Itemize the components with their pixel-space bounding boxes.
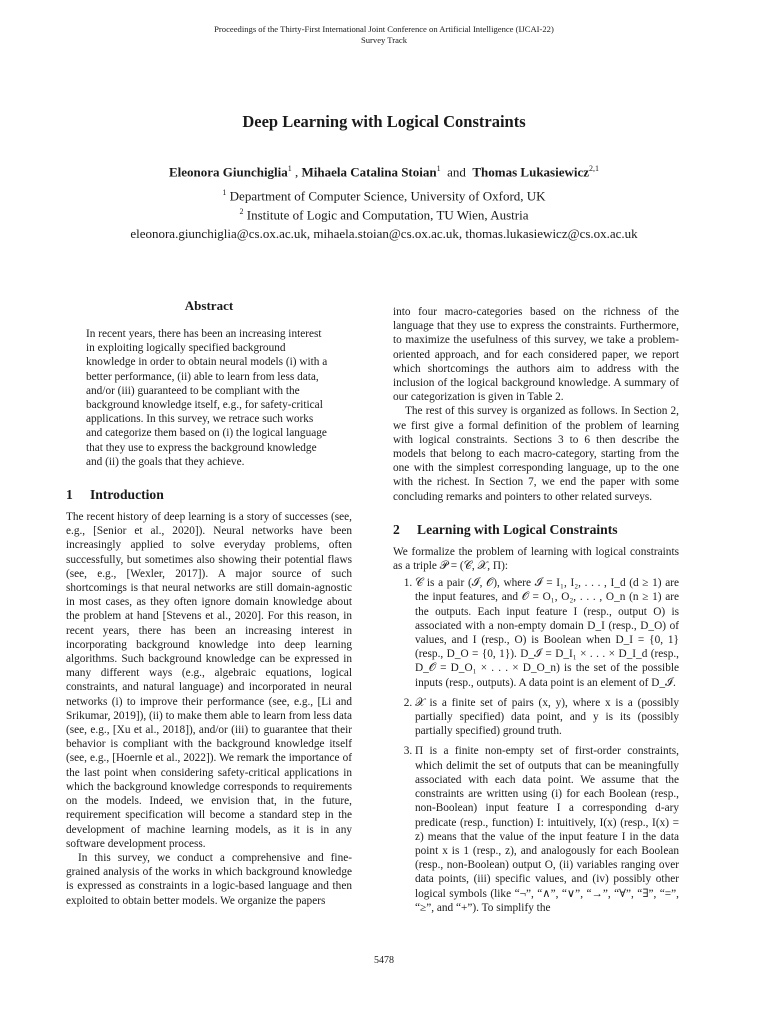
author-and: and bbox=[447, 164, 466, 180]
header-line-2: Survey Track bbox=[360, 35, 408, 45]
affiliation-1-text: Department of Computer Science, University of Oxford, UK bbox=[229, 188, 546, 204]
right-column bbox=[393, 305, 679, 921]
conference-header bbox=[0, 24, 768, 46]
author-3-affil: 2,1 bbox=[589, 164, 600, 173]
right-paragraph-1: into four macro-categories based on the richness of the language that they use to express the constraints. Furthermore, to maximize the usefulness of this survey, we take a problem-oriented approach, and for each considered paper, we report which shortcomings the authors aim to address with the inclusion of the logical background knowledge. A summary of our categorization is given in Table 2. bbox=[393, 306, 679, 404]
definition-item-1: 1. 𝒞 is a pair (ℐ, 𝒪), where ℐ = I₁, I₂, . . . , I_d (d ≥ 1) are the input features, and 𝒪 = O₁, O₂, . . . , O_n (n ≥ 1) are the outputs. Each input feature I (resp., output O) is associated with a non-empty domain D_I (resp., D_O) of values, and I (resp., O) is Boolean when D_I = {0, 1} (resp., D_O = {0, 1}). D_ℐ = D_I₁ × . . . × D_I_d (resp., D_𝒪 = D_O₁ × . . . × D_O_n) is the set of the possible inputs (resp., outputs). A data point is an element of D_ℐ. bbox=[415, 576, 679, 690]
page-number: 5478 bbox=[374, 955, 394, 966]
section-2-title: Learning with Logical Constraints bbox=[417, 521, 618, 537]
affiliation-2 bbox=[0, 207, 768, 223]
definition-item-3: 3. Π is a finite non-empty set of first-order constraints, which delimit the set of outputs that can be meaningfully associated with each data point. We assume that the constraints are written using (i) for each Boolean (resp., non-Boolean) input feature I a corresponding d-ary predicate (resp., function) I: intuitively, I(x) (resp., I(x) = z) means that the value of the input feature I in the data point x is 1 (resp., z), and analogously for each Boolean (resp., non-Boolean) output O, (ii) variables ranging over data points, (iii) specific values, and (iv) possibly other logical symbols (like “¬”, “∧”, “∨”, “→”, “∀”, “∃”, “=”, “≥”, and “+”). To simplify the bbox=[415, 744, 679, 914]
author-separator: , bbox=[291, 164, 302, 180]
section-1-heading bbox=[66, 486, 352, 503]
author-2: Mihaela Catalina Stoian bbox=[301, 164, 437, 180]
author-list bbox=[0, 164, 768, 180]
section-1-number: 1 bbox=[66, 487, 73, 503]
author-3: Thomas Lukasiewicz bbox=[472, 164, 590, 180]
section-2-number: 2 bbox=[393, 521, 400, 537]
author-emails: eleonora.giunchiglia@cs.ox.ac.uk, mihaela.stoian@cs.ox.ac.uk, thomas.lukasiewicz@cs.ox.ac.uk bbox=[130, 226, 638, 241]
definition-list bbox=[393, 576, 679, 915]
paper-title: Deep Learning with Logical Constraints bbox=[242, 112, 526, 131]
header-line-1: Proceedings of the Thirty-First International Joint Conference on Artificial Intelligence (IJCAI-22) bbox=[214, 24, 554, 34]
section-1-title: Introduction bbox=[90, 487, 164, 503]
author-1-affil: 1 bbox=[287, 164, 292, 173]
intro-paragraph-1: The recent history of deep learning is a story of successes (see, e.g., [Senior et al., 2020]). Neural networks have been increasingly applied to solve everyday problems, often successfully, but sometimes also showing their potential flaws (see, e.g., [Wexler, 2017]). A major source of such shortcomings is that neural networks are still domain-agnostic in most cases, as they often ignore domain knowledge about the problem at hand [Stevens et al., 2020]. For this reason, in recent years, there has been an increasing interest in incorporating background knowledge into deep learning algorithms. Such background knowledge can be expressed in many different ways (e.g., algebraic equations, logical constraints, and natural language) and incorporated in neural networks (i) to improve their performance (see, e.g., [Li and Srikumar, 2019]), (ii) to make them able to learn from less data (see, e.g., [Xu et al., 2018]), and/or (iii) to guarantee that their behavior is compliant with the background knowledge itself (see, e.g., [Hoernle et al., 2022]). We remark the importance of the last point when considering safety-critical applications in which the background knowledge corresponds to requirements on the models. Indeed, we envision that, in the future, requirement specification will become a standard step in the development of machine learning models, as it is in any software development process. bbox=[66, 511, 352, 850]
section-2-heading bbox=[393, 521, 679, 538]
affiliation-1-marker: 1 bbox=[222, 188, 227, 197]
section-2-intro: We formalize the problem of learning with logical constraints as a triple 𝒫 = (𝒞, 𝒳, Π): bbox=[393, 545, 679, 573]
affiliation-2-marker: 2 bbox=[239, 207, 244, 216]
left-column bbox=[66, 298, 352, 908]
definition-item-2: 2. 𝒳 is a finite set of pairs (x, y), where x is a (possibly partially specified) data point, and y is its (possibly partially specified) ground truth. bbox=[415, 696, 679, 739]
intro-paragraph-2: In this survey, we conduct a comprehensive and fine-grained analysis of the works in which background knowledge is expressed as constraints in a logic-based language and then exploited to obtain better models. We organize the papers bbox=[66, 851, 352, 907]
abstract-heading: Abstract bbox=[184, 298, 234, 313]
abstract-text: In recent years, there has been an increasing interest in exploiting logically specified background knowledge in order to obtain neural models (i) with a better performance, (ii) able to learn from less data, and/or (iii) guaranteed to be compliant with the background knowledge itself, e.g., for safety-critical applications. In this survey, we retrace such works and categorize them based on (i) the logical language that they use to express the background knowledge and (ii) the goals that they achieve. bbox=[86, 328, 328, 468]
affiliation-1 bbox=[0, 188, 768, 204]
right-paragraph-2: The rest of this survey is organized as follows. In Section 2, we first give a formal definition of the problem of learning with logical constraints. Sections 3 to 6 then describe the models that belong to each macro-category, starting from the one with the simplest corresponding language, up to the one with the richest. In Section 7, we end the paper with some concluding remarks and pointers to other related surveys. bbox=[393, 405, 679, 503]
author-2-affil: 1 bbox=[436, 164, 441, 173]
affiliation-2-text: Institute of Logic and Computation, TU Wien, Austria bbox=[246, 207, 529, 223]
author-1: Eleonora Giunchiglia bbox=[168, 164, 288, 180]
